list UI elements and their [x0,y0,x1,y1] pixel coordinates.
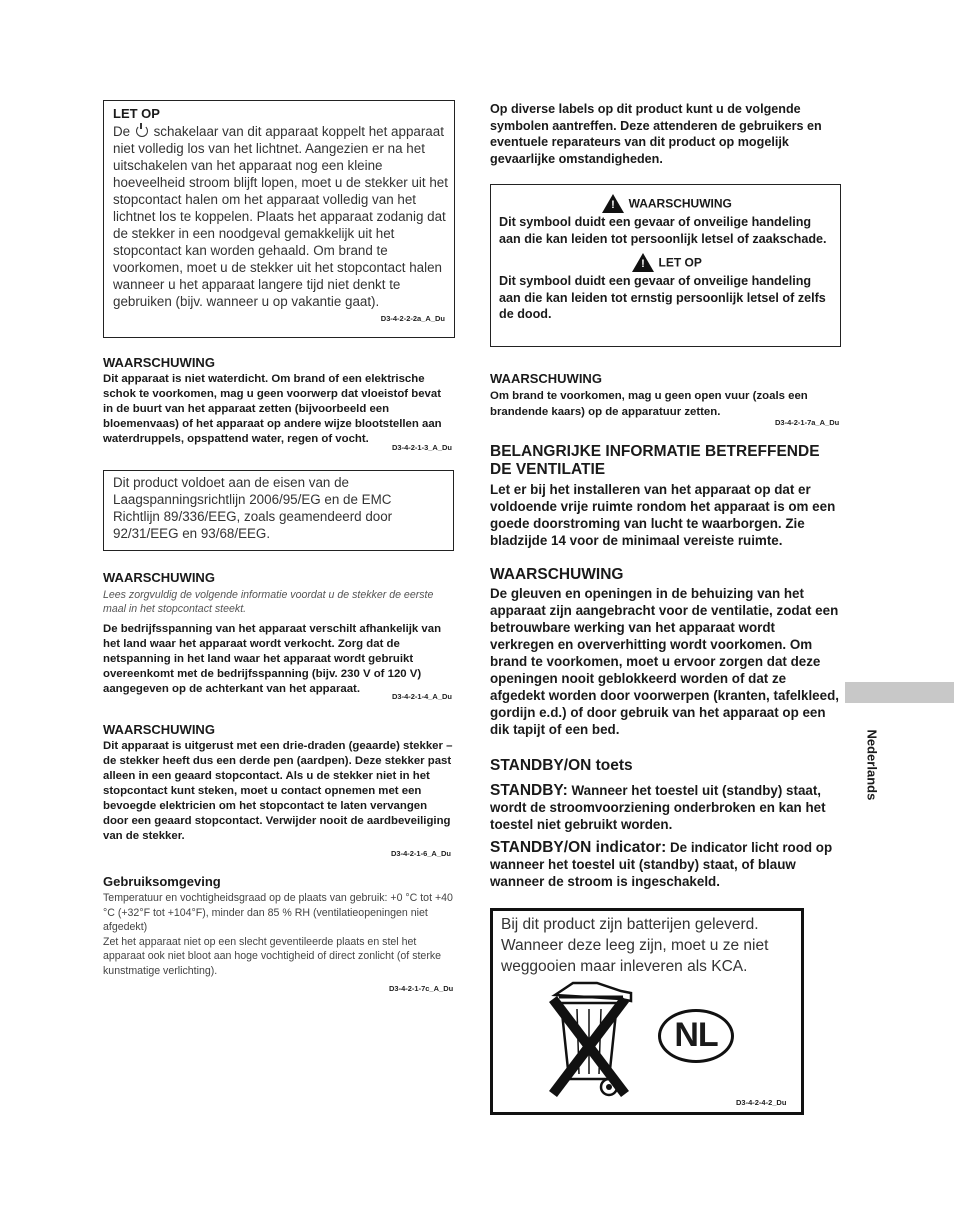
env-text1: Temperatuur en vochtigheidsgraad op de plaats van gebruik: +0 °C tot +40 °C (+32°F tot +104°F), minder dan 85 % RH (ventilatieopeningen niet afgedekt) [103,892,453,933]
warn-vent-title: WAARSCHUWING [490,566,624,583]
vent-section [490,443,842,549]
symbols-warn-label: WAARSCHUWING [628,196,732,211]
standby-label: STANDBY: [490,782,568,799]
compliance-text: Dit product voldoet aan de eisen van de Laagspanningsrichtlijn 2006/95/EG en de EMC Richtlijn 89/336/EEG, zoals geamendeerd door 92/31/EEG en 93/68/EEG. [113,475,393,541]
env-section [103,874,454,978]
env-text2: Zet het apparaat niet op een slecht geventileerde plaats en stel het apparaat ook niet bloot aan hoge vochtigheid of direct zonlicht (of sterke kunstmatige verlichting). [103,935,442,977]
letop-box [103,100,455,338]
symbols-intro: Op diverse labels op dit product kunt u de volgende symbolen aantreffen. Deze attenderen de gebruikers en eventuele reparateurs van dit product op mogelijk gevaarlijke omstandigheden. [490,102,822,166]
nl-logo-text: NL [674,1016,718,1054]
vent-text: Let er bij het installeren van het apparaat op dat er voldoende vrije ruimte rondom het apparaat is om een goede doorstroming van lucht te waarborgen. Zie bladzijde 14 voor de minimaal vereiste ruimte. [490,482,836,548]
warn1-title: WAARSCHUWING [103,355,215,370]
warn2-title: WAARSCHUWING [103,570,215,585]
symbols-letop-label: LET OP [658,255,702,270]
warn2-section [103,570,454,697]
warn1-code: D3-4-2-1-3_A_Du [392,443,453,452]
warn2-code: D3-4-2-1-4_A_Du [392,692,453,701]
battery-box [490,908,804,1115]
standby-title: STANDBY/ON toets [490,757,633,774]
symbols-letop-text: Dit symbool duidt een gevaar of onveilige handeling aan die kan leiden tot ernstig persoonlijk letsel of zelfs de dood. [499,274,826,321]
language-side-label: Nederlands [864,729,880,801]
indicator-label: STANDBY/ON indicator: [490,839,667,856]
warn-fire-text: Om brand te voorkomen, mag u geen open vuur (zoals een brandende kaars) op de apparatuur zetten. [490,390,808,418]
standby-section [490,757,842,890]
symbols-warn-text: Dit symbool duidt een gevaar of onveilige handeling aan die kan leiden tot persoonlijk letsel of zaakschade. [499,215,827,246]
language-side-tab [845,682,954,703]
warning-triangle-icon: ! [602,194,624,213]
standby-text: Wanneer het toestel uit (standby) staat, wordt de stroomvoorziening onderbroken en kan het toestel niet gebruikt worden. [490,783,826,832]
warn-fire-title: WAARSCHUWING [490,371,602,386]
letop-code: D3-4-2-2-2a_A_Du [380,314,445,323]
symbols-box [490,184,841,347]
warn-fire-section [490,371,842,420]
letop-title: LET OP [113,106,160,121]
letop-text: schakelaar van dit apparaat koppelt het apparaat niet volledig los van het lichtnet. Aangezien er na het uitschakelen van het apparaat nog een kleine hoeveelheid stroom blijft lopen, moet u de stekker uit het stopcontact halen om het apparaat volledig van het lichtnet los te koppelen. Plaats het apparaat zodanig dat de stekker in een noodgeval gemakkelijk uit het stopcontact kan worden gehaald. Om brand te voorkomen, moet u de stekker uit het stopcontact halen wanneer u het apparaat langere tijd niet denkt te gebruiken (bijv. wanneer u op vakantie gaat). [113,124,448,309]
letop-prefix: De [113,124,131,139]
warn2-intro: Lees zorgvuldig de volgende informatie voordat u de stekker de eerste maal in het stopcontact steekt. [103,589,434,615]
warn3-title: WAARSCHUWING [103,722,215,737]
env-code: D3-4-2-1-7c_A_Du [389,984,454,993]
warn-fire-code: D3-4-2-1-7a_A_Du [775,418,840,427]
warn3-code: D3-4-2-1-6_A_Du [391,849,452,858]
vent-title: BELANGRIJKE INFORMATIE BETREFFENDE DE VENTILATIE [490,443,820,478]
warn-vent-section [490,566,842,738]
env-title: Gebruiksomgeving [103,874,221,889]
nl-logo-icon [658,1009,734,1063]
warn2-text: De bedrijfsspanning van het apparaat verschilt afhankelijk van het land waar het apparaat wordt verkocht. Zorg dat de netspanning in het land waar het apparaat wordt gebruikt overeenkomt met de bedrijfsspanning (bijv. 230 V of 120 V) aangegeven op de achterkant van het apparaat. [103,623,442,695]
warn1-text: Dit apparaat is niet waterdicht. Om brand of een elektrische schok te voorkomen, mag u geen voorwerp dat vloeistof bevat in de buurt van het apparaat zetten (bijvoorbeeld een bloemenvaas) of het apparaat op andere wijze blootstellen aan waterdruppels, opspattend water, regen of vocht. [103,373,442,445]
warn-vent-text: De gleuven en openingen in de behuizing van het apparaat zijn aangebracht voor de ventilatie, zodat een betrouwbare werking van het apparaat wordt verkregen en oververhitting wordt voorkomen. Om brand te voorkomen, moet u ervoor zorgen dat deze openingen nooit geblokkeerd worden of dat ze afgedekt worden door voorwerpen (kranten, tafelkleed, gordijn e.d.) of door gebruik van het apparaat op een dik tapijt of een bed. [490,586,839,737]
battery-text: Bij dit product zijn batterijen geleverd. Wanneer deze leeg zijn, moet u ze niet weggooien maar inleveren als KCA. [501,916,769,975]
warn3-text: Dit apparaat is uitgerust met een drie-draden (geaarde) stekker – de stekker heeft dus een derde pen (aardpen). Deze stekker past alleen in een geaard stopcontact. Als u de stekker niet in het stopcontact kunt steken, moet u contact opnemen met een bevoegde elektricien om het stopcontact te laten vervangen door een geaard stopcontact. Verwijder nooit de aardbeveiliging van de stekker. [103,740,453,842]
caution-triangle-icon: ! [632,253,654,272]
battery-code: D3-4-2-4-2_Du [736,1098,787,1107]
indicator-text: De indicator licht rood op wanneer het toestel uit (standby) staat, of blauw wanneer de stroom is ingeschakeld. [490,840,833,889]
warn3-section [103,722,454,844]
warn1-section [103,355,454,447]
compliance-box [103,470,454,551]
crossed-bin-icon [543,979,633,1104]
power-icon [136,125,148,137]
